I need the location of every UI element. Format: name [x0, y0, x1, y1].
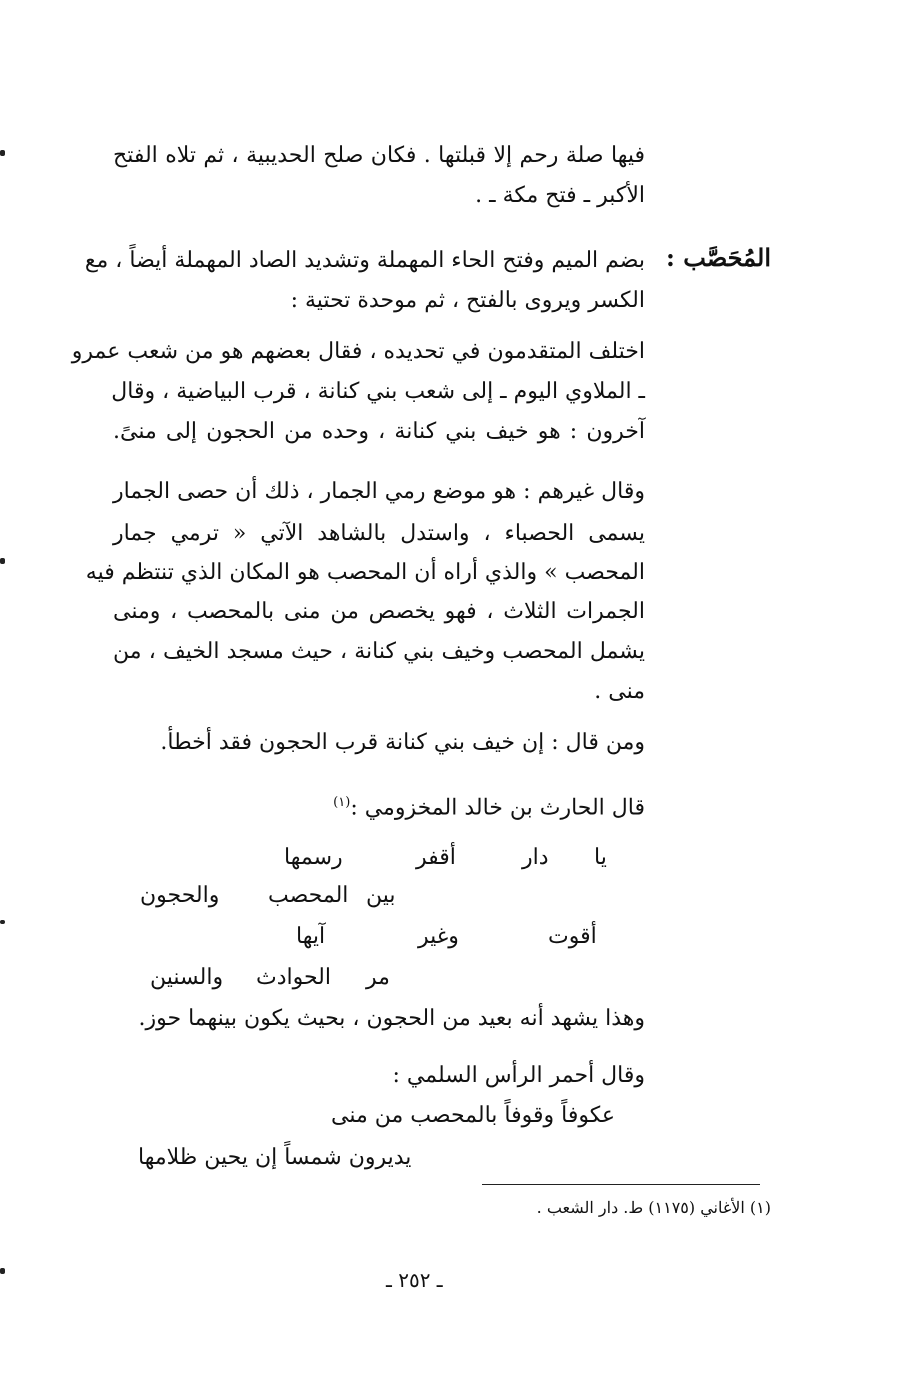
verse-word: آيها: [296, 924, 326, 949]
verse-word: المحصب: [268, 883, 349, 908]
verse-word: يا: [594, 845, 607, 870]
footnote-rule: [482, 1184, 760, 1185]
verse-word: دار: [522, 845, 549, 870]
verse-word: وغير: [418, 924, 459, 949]
verse-hemistich: [0, 876, 911, 916]
verse-word: أقفر: [416, 845, 456, 870]
paragraph-line: المحصب » والذي أراه أن المحصب هو المكان الذي تنتظم فيه: [85, 560, 645, 585]
paragraph-line: آخرون : هو خيف بني كنانة ، وحده من الحجون إلى منىً.: [113, 419, 645, 444]
verse-word: بين: [366, 883, 396, 908]
scan-mark: [0, 1268, 5, 1274]
verse-word: والحجون: [140, 883, 220, 908]
verse-hemistich: [0, 838, 911, 878]
scan-mark: [0, 150, 5, 156]
verse-word: والسنين: [150, 965, 224, 990]
scan-mark: [0, 558, 5, 564]
poem-intro: [113, 783, 645, 828]
footnote: (١) الأغاني (١١٧٥) ط. دار الشعب .: [536, 1198, 771, 1217]
verse-hemistich: [0, 917, 911, 957]
paragraph-line: الجمرات الثلاث ، فهو يخصص من منى بالمحصب ، ومنى: [113, 599, 645, 624]
verse-word: مر: [366, 965, 390, 990]
footnote-ref: (١): [333, 795, 351, 810]
entry-definition-line: بضم الميم وفتح الحاء المهملة وتشديد الصاد المهملة أيضاً ، مع: [84, 248, 645, 273]
verse-hemistich: [0, 1096, 911, 1136]
verse-text: يديرون شمساً إن يحين ظلامها: [138, 1145, 412, 1170]
verse-word: الحوادث: [256, 965, 332, 990]
paragraph-line: منى .: [594, 679, 645, 704]
entry-term: المُحَصَّب :: [666, 243, 771, 272]
intro-line: فيها صلة رحم إلا قبلتها . فكان صلح الحديبية ، ثم تلاه الفتح: [113, 143, 645, 168]
paragraph-line: وقال غيرهم : هو موضع رمي الجمار ، ذلك أن حصى الجمار: [113, 479, 645, 504]
paragraph-line: يشمل المحصب وخيف بني كنانة ، حيث مسجد الخيف ، من: [113, 639, 645, 664]
verse-hemistich: [0, 1138, 911, 1178]
poem-intro: وقال أحمر الرأس السلمي :: [392, 1063, 645, 1088]
paragraph-line: وهذا يشهد أنه بعيد من الحجون ، بحيث يكون بينهما حوز.: [138, 1006, 645, 1031]
paragraph-line: ومن قال : إن خيف بني كنانة قرب الحجون فقد أخطأ.: [160, 730, 645, 755]
verse-hemistich: [0, 958, 911, 998]
page-number: ـ ٢٥٢ ـ: [386, 1268, 443, 1292]
paragraph-line: اختلف المتقدمون في تحديده ، فقال بعضهم هو من شعب عمرو: [71, 339, 645, 364]
paragraph-line: ـ الملاوي اليوم ـ إلى شعب بني كنانة ، قرب البياضية ، وقال: [111, 379, 645, 404]
poem-intro-text: قال الحارث بن خالد المخزومي :: [350, 795, 645, 821]
intro-line: الأكبر ـ فتح مكة ـ .: [475, 183, 645, 208]
paragraph-line: يسمى الحصباء ، واستدل بالشاهد الآتي « ترمي جمار: [113, 521, 645, 546]
verse-word: رسمها: [284, 845, 343, 870]
verse-text: عكوفاً وقوفاً بالمحصب من منى: [331, 1103, 615, 1128]
verse-word: أقوت: [548, 924, 597, 949]
entry-definition-line: الكسر ويروى بالفتح ، ثم موحدة تحتية :: [290, 288, 645, 313]
